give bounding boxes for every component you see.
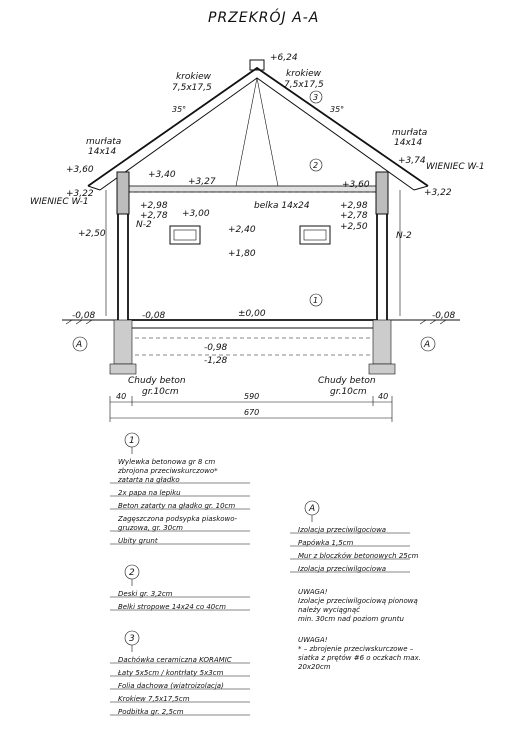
- wieniec-left-block: [117, 172, 129, 214]
- level-180: +1,80: [228, 249, 256, 259]
- level-278: +2,78: [140, 211, 168, 221]
- footing-right: [369, 364, 395, 374]
- dim-inner: 590: [244, 392, 260, 401]
- legend-layer: gruzowa, gr. 30cm: [118, 524, 183, 532]
- footing-right-label-1: Chudy beton: [318, 376, 376, 386]
- wieniec-right-label: WIENIEC W-1: [426, 162, 485, 172]
- level-minus008-right: -0,08: [432, 311, 456, 321]
- window-left: [170, 226, 200, 244]
- note-line: Izolacje przeciwilgociową pionową: [298, 597, 418, 605]
- legend-3-marker: 3: [129, 634, 135, 644]
- level-360-right: +3,60: [342, 180, 370, 190]
- drawing-title: PRZEKRÓJ A-A: [208, 10, 320, 26]
- legend-1-block: [110, 433, 250, 545]
- level-322: +3,22: [66, 189, 94, 199]
- legend-layer: Belki stropowe 14x24 co 40cm: [118, 603, 226, 611]
- level-340: +3,40: [148, 170, 176, 180]
- note-title: UWAGA!: [298, 636, 328, 644]
- n2-right-label: N-2: [396, 231, 412, 241]
- note-uwaga_2_title: [298, 636, 421, 671]
- level-327: +3,27: [188, 177, 216, 187]
- level-300: +3,00: [182, 209, 210, 219]
- note-line: 20x20cm: [298, 663, 331, 671]
- note-line: min. 30cm nad poziom gruntu: [298, 615, 404, 623]
- roof-layer-marker: 3: [313, 93, 319, 102]
- level-240: +2,40: [228, 225, 256, 235]
- axis-left-marker: A: [76, 340, 83, 350]
- legend-layer: Łaty 5x5cm / kontrłaty 5x3cm: [118, 669, 224, 677]
- footing-left: [110, 364, 136, 374]
- plate-left-name: murłata: [86, 137, 122, 147]
- legend-layer: Wylewka betonowa gr 8 cm: [118, 458, 216, 466]
- foundation-right: [373, 320, 391, 364]
- wieniec-left-label: WIENIEC W-1: [30, 197, 89, 207]
- legend-layer: Deski gr. 3,2cm: [118, 590, 173, 598]
- plate-right-size: 14x14: [394, 138, 423, 148]
- legend-layer: Folia dachowa (wiatroizolacja): [118, 682, 224, 690]
- legend-layer: zatarta na gładko: [118, 476, 180, 484]
- level-322-right: +3,22: [424, 188, 452, 198]
- note-uwaga_1_title: [298, 588, 418, 623]
- legend-layer: zbrojona przeciwskurczowo*: [118, 467, 218, 475]
- level-250: +2,50: [78, 229, 106, 239]
- rafter-left-size: 7,5x17,5: [172, 83, 212, 93]
- level-360: +3,60: [66, 165, 94, 175]
- rafter-right-size: 7,5x17,5: [284, 80, 324, 90]
- level-278-right: +2,78: [340, 211, 368, 221]
- footing-right-label-2: gr.10cm: [330, 387, 367, 397]
- level-250-right: +2,50: [340, 222, 368, 232]
- rafter-right-name: krokiew: [286, 69, 322, 79]
- note-line: siatka z prętów #6 o oczkach max.: [298, 654, 421, 662]
- legend-a-block: [290, 501, 419, 573]
- legend-layer: Dachówka ceramiczna KORAMIC: [118, 656, 232, 664]
- legend-a-marker: A: [309, 504, 316, 514]
- dim-total: 670: [244, 408, 260, 417]
- legend-layer: Zagęszczona podsypka piaskowo-: [118, 515, 238, 523]
- level-minus008-left: -0,08: [72, 311, 96, 321]
- legends: [110, 433, 421, 716]
- legend-1-marker: 1: [129, 436, 135, 446]
- n2-left-label: N-2: [136, 220, 152, 230]
- footing-left-label-2: gr.10cm: [142, 387, 179, 397]
- foundation-left: [114, 320, 132, 364]
- note-title: UWAGA!: [298, 588, 328, 596]
- note-line: * – zbrojenie przeciwskurczowe –: [298, 645, 414, 653]
- legend-layer: Krokiew 7,5x17,5cm: [118, 695, 190, 703]
- legend-3-block: [110, 631, 250, 716]
- level-minus098: -0,98: [204, 343, 228, 353]
- rafter-left-name: krokiew: [176, 72, 212, 82]
- ridge-level: +6,24: [270, 53, 298, 63]
- legend-layer: Mur z bloczków betonowych 25cm: [298, 552, 419, 560]
- roof-structure: [88, 60, 428, 190]
- dim-wall-right: 40: [378, 392, 389, 401]
- ceiling-marker: 2: [313, 161, 319, 170]
- pitch-right: 35°: [330, 105, 345, 114]
- legend-2-block: [110, 565, 250, 611]
- dim-wall-left: 40: [116, 392, 127, 401]
- beam-label: belka 14x24: [254, 201, 310, 211]
- level-374: +3,74: [398, 156, 426, 166]
- legend-layer: Izolacja przeciwilgociowa: [298, 565, 387, 573]
- level-minus128: -1,28: [204, 356, 228, 366]
- footing-left-label-1: Chudy beton: [128, 376, 186, 386]
- legend-layer: Podbitka gr. 2,5cm: [118, 708, 184, 716]
- note-line: należy wyciągnąć: [298, 606, 360, 614]
- legend-layer: Papówka 1,5cm: [298, 539, 354, 547]
- legend-2-marker: 2: [129, 568, 135, 578]
- window-right: [300, 226, 330, 244]
- pitch-left: 35°: [172, 105, 187, 114]
- plate-right-name: murłata: [392, 128, 428, 138]
- legend-layer: 2x papa na lepiku: [118, 489, 181, 497]
- floor-marker: 1: [313, 296, 319, 305]
- level-298-right: +2,98: [340, 201, 368, 211]
- legend-layer: Beton zatarty na gładko gr. 10cm: [118, 502, 236, 510]
- legend-layer: Izolacja przeciwilgociowa: [298, 526, 387, 534]
- level-000: ±0,00: [238, 309, 266, 319]
- walls: [106, 172, 400, 320]
- wieniec-right-block: [376, 172, 388, 214]
- level-minus008-center: -0,08: [142, 311, 166, 321]
- plate-left-size: 14x14: [88, 147, 117, 157]
- legend-layer: Ubity grunt: [118, 537, 158, 545]
- axis-right-marker: A: [424, 340, 431, 350]
- level-298: +2,98: [140, 201, 168, 211]
- roof-outline: [88, 68, 428, 186]
